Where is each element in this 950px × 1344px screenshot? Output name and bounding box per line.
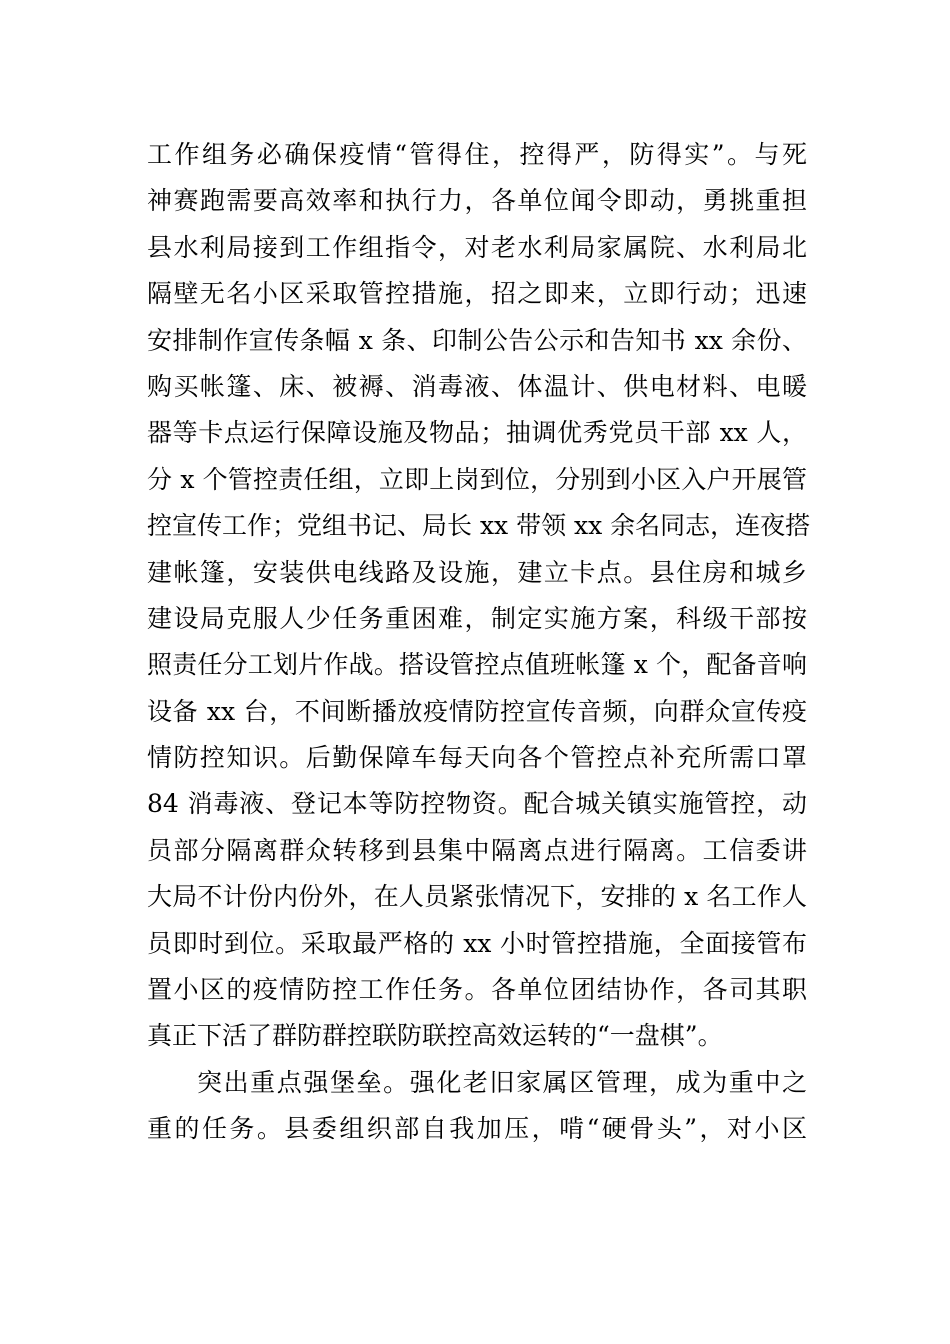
text-line: 购买帐篷、床、被褥、消毒液、体温计、供电材料、电暖 (147, 371, 807, 401)
text-line: 情防控知识。后勤保障车每天向各个管控点补充所需口罩 (147, 743, 807, 773)
text-line: 神赛跑需要高效率和执行力，各单位闻令即动，勇挑重担 (147, 186, 807, 216)
text-line: 工作组务必确保疫情“管得住，控得严，防得实”。与死 (147, 140, 807, 169)
text-line: 大局不计份内份外，在人员紧张情况下，安排的 x 名工作人 (147, 882, 807, 912)
text-line: 县水利局接到工作组指令，对老水利局家属院、水利局北 (147, 232, 807, 262)
text-line: 重的任务。县委组织部自我加压，啃“硬骨头”，对小区 (147, 1114, 807, 1144)
paragraph-start-line: 突出重点强堡垒。强化老旧家属区管理，成为重中之 (197, 1067, 807, 1097)
text-line: 安排制作宣传条幅 x 条、印制公告公示和告知书 xx 余份、 (147, 325, 807, 355)
text-line: 员即时到位。采取最严格的 xx 小时管控措施，全面接管布 (147, 928, 807, 958)
text-line: 置小区的疫情防控工作任务。各单位团结协作，各司其职 (147, 975, 807, 1005)
text-line: 隔壁无名小区采取管控措施，招之即来，立即行动；迅速 (147, 279, 807, 309)
text-line: 员部分隔离群众转移到县集中隔离点进行隔离。工信委讲 (147, 835, 807, 865)
text-line: 建帐篷，安装供电线路及设施，建立卡点。县住房和城乡 (147, 557, 807, 587)
text-line: 建设局克服人少任务重困难，制定实施方案，科级干部按 (147, 603, 807, 633)
text-line: 分 x 个管控责任组，立即上岗到位，分别到小区入户开展管 (147, 464, 807, 494)
body-text (147, 132, 811, 1153)
text-line: 设备 xx 台，不间断播放疫情防控宣传音频，向群众宣传疫 (147, 696, 807, 726)
text-line: 控宣传工作；党组书记、局长 xx 带领 xx 余名同志，连夜搭 (147, 511, 811, 541)
text-line: 器等卡点运行保障设施及物品；抽调优秀党员干部 xx 人， (147, 418, 807, 448)
text-line: 照责任分工划片作战。搭设管控点值班帐篷 x 个，配备音响 (147, 650, 807, 680)
text-line: 84 消毒液、登记本等防控物资。配合城关镇实施管控，动 (147, 789, 807, 819)
paragraph-end-line: 真正下活了群防群控联防联控高效运转的“一盘棋”。 (147, 1021, 723, 1051)
